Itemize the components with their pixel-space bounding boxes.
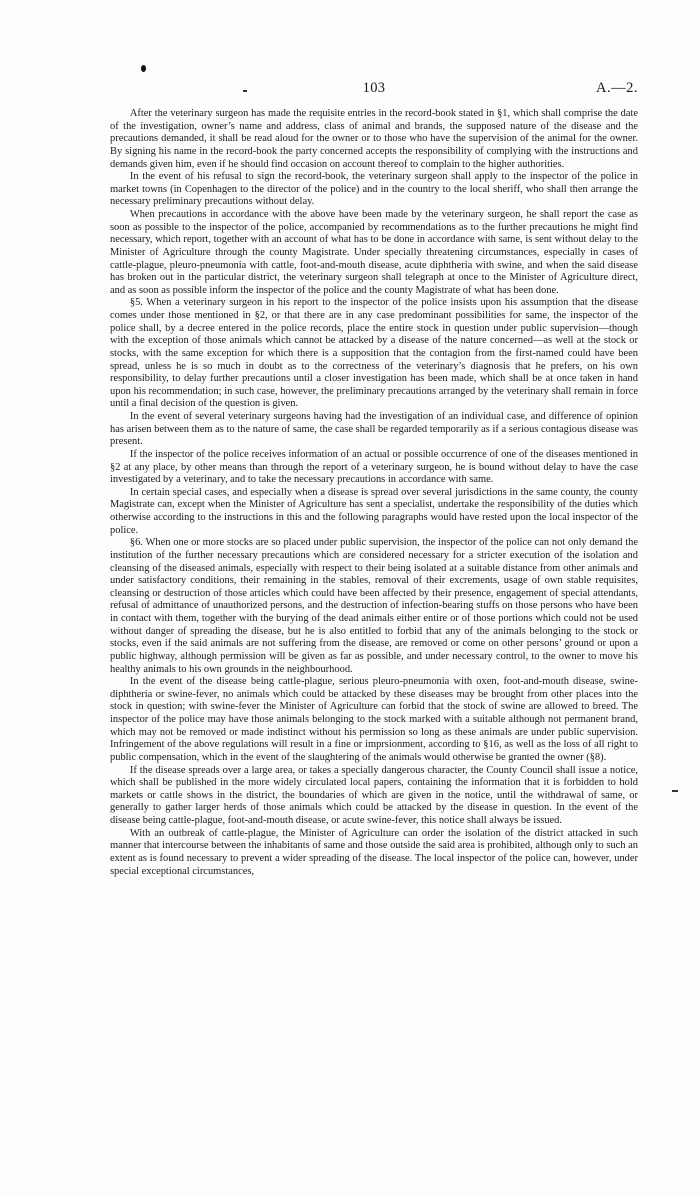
paragraph-isolation-order: With an outbreak of cattle-plague, the Minister of Agriculture can order the isolation of the district attacked in such manner that intercourse between the inhabitants of same and those outside the said area is prohibited, although only to such an extent as is found necessary to prevent a wider spreading of the disease. The local inspector of the police can, however, under special exceptional circumstances, [110,827,638,877]
paragraph-cattle-plague: In the event of the disease being cattle-plague, serious pleuro-pneumonia with oxen, foot-and-mouth disease, swine-diphtheria or swine-fever, no animals which could be attacked by these diseases may be brought from other places into the stock in question; with swine-fever the Minister of Agriculture can forbid that the stock of swine are allowed to breed. The inspector of the police may have those animals belonging to the stock marked with a suitable although not permanent brand, which may not be removed or made indistinct without his permission so long as these animals are under public supervision. Infringement of the above regulations will result in a fine or imprsionment, according to §16, as well as the loss of all right to public compensation, which in the event of the slaughtering of the animals would otherwise be granted the owner (§8). [110,676,638,763]
paragraph-several-surgeons: In the event of several veterinary surgeons having had the investigation of an individual case, and difference of opinion has arisen between them as to the nature of same, the case shall be regarded temporarily as if a serious contagious disease was present. [110,411,638,448]
paragraph-section-5: §5. When a veterinary surgeon in his report to the inspector of the police insists upon his assumption that the disease comes under those mentioned in §2, or that there are in any case predominant possibilities for same, the inspector of the police shall, by a decree entered in the police records, place the entire stock in question under public supervision—though with the exception of those animals which cannot be attacked by a disease of the nature concerned—as well at the stock or stocks, with the same exception for which there is a supposition that the contagion from the first-named could have been spread, unless he is so much in doubt as to the correctness of the veterinary’s diagnosis that he prefers, on his own responsibility, to delay further precautions until a closer investigation has been made, which shall be at once taken in hand upon his recommendation; in such case, however, the preliminary precautions arranged by the veterinary shall remain in force until a final decision of the question is given. [110,297,638,410]
body-text [110,108,638,878]
paragraph-record-book: After the veterinary surgeon has made the requisite entries in the record-book stated in §1, which shall comprise the date of the investigation, owner’s name and address, class of animal and brands, the supposed nature of the disease and the precautions demanded, it shall be read aloud for the owner or to those who have the supervision of the animal for the owner. By signing his name in the record-book the party concerned accepts the responsibility of complying with the instructions and demands given him, even if he should find occasion on account thereof to complain to the higher authorities. [110,108,638,170]
page-header [110,80,638,96]
paragraph-precautions-report: When precautions in accordance with the above have been made by the veterinary surgeon, he shall report the case as soon as possible to the inspector of the police, accompanied by recommendations as to the further precautions he might find necessary, which report, together with an account of what has to be done in accordance with same, is sent without delay to the Minister of Agriculture through the county Magistrate. Under specially threatening circumstances, especially in cases of cattle-plague, pleuro-pneumonia with cattle, foot-and-mouth disease, acute diphtheria with swine, and when the said disease has broken out in the particular district, the veterinary surgeon shall telegraph at once to the Minister of Agriculture direct, and as soon as possible inform the inspector of the police and the county Magistrate of what has been done. [110,209,638,296]
paragraph-police-information: If the inspector of the police receives information of an actual or possible occurrence of one of the diseases mentioned in §2 at any place, by other means than through the report of a veterinary surgeon, he is bound without delay to have the case investigated by a veterinary, and to take the necessary precautions in accordance with same. [110,448,638,486]
paragraph-section-6: §6. When one or more stocks are so placed under public supervision, the inspector of the police can not only demand the institution of the further necessary precautions which are considered necessary for a stricter execution of the isolation and cleansing of the diseased animals, especially with respect to their being isolated at a suitable distance from other animals and under satisfactory conditions, their remaining in the stables, removal of their excrements, usage of own stable requisites, cleansing or destruction of those articles which could have been affected by their presence, engagement of special attendants, refusal of admittance of unauthorized persons, and the destruction of infection-bearing stuffs on those persons who have been in contact with them, together with the burying of the dead animals either entire or of those portions which could not be used without danger of spreading the disease, but he is also entitled to forbid that any of the animals belonging to the stock or stocks, even if the said animals are not suffering from the disease, are removed or come on other persons’ ground or upon a public highway, although permission will be given as far as possible, and under necessary control, to the owner to move his healthy animals to his own grounds in the neighbourhood. [110,537,638,675]
paragraph-large-area: If the disease spreads over a large area, or takes a specially dangerous character, the County Council shall issue a notice, which shall be published in the more widely circulated local papers, containing the information that it is forbidden to hold markets or cattle shows in the district, the boundaries of which are given in the notice, until the withdrawal of same, or generally to gather larger herds of those animals which could be attacked by the disease in question. In the event of the disease being cattle-plague, foot-and-mouth disease, or acute swine-fever, this notice shall always be issued. [110,764,638,826]
paragraph-special-cases: In certain special cases, and especially when a disease is spread over several jurisdictions in the same county, the county Magistrate can, except when the Minister of Agriculture has sent a specialist, undertake the responsibility of the duties which otherwise according to the instructions in this and the following paragraphs would have rested upon the local inspector of the police. [110,486,638,536]
paper-reference: A.—2. [596,80,638,96]
paragraph-refusal: In the event of his refusal to sign the record-book, the veterinary surgeon shall apply to the inspector of the police in market towns (in Copenhagen to the director of the police) and in the country to the local sheriff, who shall then arrange the necessary preliminary precautions without delay. [110,171,638,208]
page-number: 103 [362,80,386,96]
margin-dash-mark [672,790,678,792]
ink-dot-mark [141,65,146,72]
